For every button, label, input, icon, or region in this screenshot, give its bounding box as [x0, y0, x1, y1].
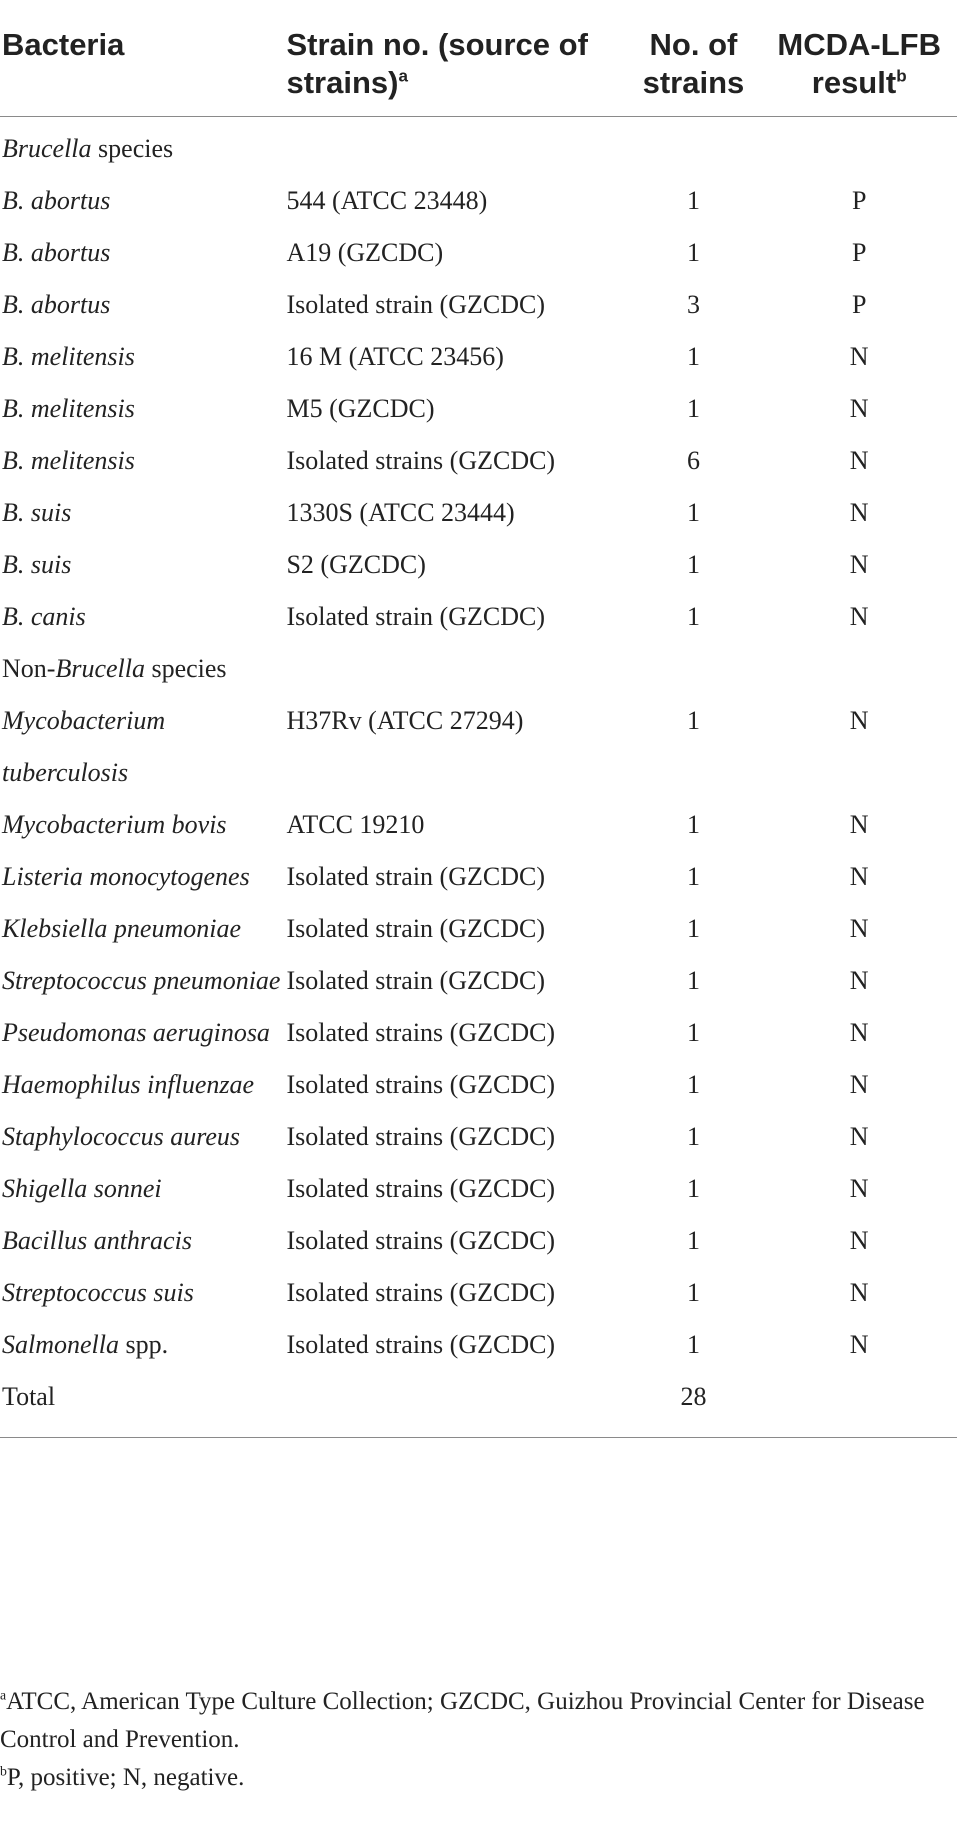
cell-bacteria: Listeria monocytogenes: [2, 862, 250, 891]
cell-result: P: [851, 290, 867, 319]
section-row-brucella: [0, 117, 957, 176]
cell-result: N: [849, 966, 869, 995]
footnote-a-text: ATCC, American Type Culture Collection; GZCDC, Guizhou Provincial Center for Disease Control and Prevention.: [0, 1688, 925, 1753]
cell-result: N: [849, 602, 869, 631]
cell-count: 1: [686, 394, 700, 423]
cell-result: N: [849, 342, 869, 371]
section-label: [0, 643, 957, 695]
cell-bacteria: B. melitensis: [2, 446, 135, 475]
cell-count: 1: [686, 1122, 700, 1151]
header-result: [761, 16, 957, 117]
cell-result: N: [849, 498, 869, 527]
table-row: [0, 227, 957, 279]
section-genus: Brucella: [55, 654, 145, 683]
table-row: [0, 383, 957, 435]
cell-result: N: [849, 1018, 869, 1047]
cell-strain: S2 (GZCDC): [286, 550, 426, 579]
table-footnotes: [0, 1683, 957, 1797]
cell-bacteria: Streptococcus suis: [2, 1278, 194, 1307]
header-count: [626, 16, 762, 117]
salmonella-genus: Salmonella: [2, 1330, 119, 1359]
cell-result: N: [849, 1174, 869, 1203]
table-row: [0, 279, 957, 331]
section-suffix: species: [144, 654, 227, 683]
header-strain: [286, 16, 625, 117]
cell-count: 1: [686, 550, 700, 579]
section-label: [0, 117, 957, 176]
table-row: [0, 487, 957, 539]
cell-count: 1: [686, 186, 700, 215]
cell-count: 1: [686, 706, 700, 735]
header-result-label: MCDA-LFB result: [777, 27, 941, 100]
cell-bacteria: Mycobacterium bovis: [2, 810, 227, 839]
cell-strain: 544 (ATCC 23448): [286, 186, 488, 215]
header-count-label: No. of strains: [642, 27, 745, 100]
cell-count: 3: [686, 290, 700, 319]
cell-strain: Isolated strains (GZCDC): [286, 446, 556, 475]
cell-strain: Isolated strain (GZCDC): [286, 862, 545, 891]
cell-strain: Isolated strain (GZCDC): [286, 966, 545, 995]
cell-bacteria: B. melitensis: [2, 342, 135, 371]
section-suffix: species: [91, 134, 174, 163]
section-genus: Brucella: [2, 134, 92, 163]
cell-strain: Isolated strains (GZCDC): [286, 1122, 556, 1151]
header-bacteria-label: Bacteria: [2, 27, 125, 62]
table-row: [0, 955, 957, 1007]
cell-count: 1: [686, 1018, 700, 1047]
table-body: [0, 117, 957, 1438]
cell-result: N: [849, 1330, 869, 1359]
cell-bacteria: B. abortus: [2, 238, 111, 267]
section-row-non-brucella: [0, 643, 957, 695]
total-label: Total: [0, 1371, 286, 1438]
cell-count: 1: [686, 810, 700, 839]
cell-bacteria: B. suis: [2, 498, 72, 527]
cell-strain: Isolated strains (GZCDC): [286, 1226, 556, 1255]
cell-result: N: [849, 914, 869, 943]
table-row: [0, 1267, 957, 1319]
table-row-total: [0, 1371, 957, 1438]
cell-bacteria: B. abortus: [2, 290, 111, 319]
cell-count: 1: [686, 238, 700, 267]
cell-result: P: [851, 186, 867, 215]
cell-strain: 1330S (ATCC 23444): [286, 498, 515, 527]
cell-result: N: [849, 1226, 869, 1255]
table-row: [0, 799, 957, 851]
section-prefix: Non-: [2, 654, 56, 683]
cell-bacteria: [0, 1319, 286, 1371]
cell-result: N: [849, 1122, 869, 1151]
total-count: 28: [626, 1371, 762, 1438]
cell-bacteria: Klebsiella pneumoniae: [2, 914, 242, 943]
salmonella-spp: spp.: [119, 1330, 169, 1359]
cell-bacteria: Bacillus anthracis: [2, 1226, 192, 1255]
cell-bacteria: Mycobacterium tuberculosis: [2, 706, 166, 787]
cell-result: N: [849, 862, 869, 891]
cell-count: 1: [686, 862, 700, 891]
cell-count: 1: [686, 966, 700, 995]
cell-bacteria: Haemophilus influenzae: [2, 1070, 255, 1099]
cell-strain: H37Rv (ATCC 27294): [286, 706, 524, 735]
cell-strain: Isolated strains (GZCDC): [286, 1018, 556, 1047]
cell-strain: Isolated strains (GZCDC): [286, 1330, 556, 1359]
cell-bacteria: Shigella sonnei: [2, 1174, 162, 1203]
cell-strain: 16 M (ATCC 23456): [286, 342, 504, 371]
cell-strain: A19 (GZCDC): [286, 238, 444, 267]
cell-count: 1: [686, 498, 700, 527]
cell-strain: Isolated strain (GZCDC): [286, 602, 545, 631]
cell-strain: Isolated strains (GZCDC): [286, 1278, 556, 1307]
table-row: [0, 435, 957, 487]
cell-strain: Isolated strain (GZCDC): [286, 914, 545, 943]
table-row: [0, 331, 957, 383]
cell-bacteria: B. canis: [2, 602, 86, 631]
cell-result: P: [851, 238, 867, 267]
cell-result: N: [849, 550, 869, 579]
footnote-b-text: P, positive; N, negative.: [6, 1764, 245, 1791]
footnote-b: [0, 1759, 957, 1797]
table-row: [0, 591, 957, 643]
cell-result: N: [849, 394, 869, 423]
cell-bacteria: B. suis: [2, 550, 72, 579]
strain-specificity-table: [0, 16, 957, 1438]
header-row: [0, 16, 957, 117]
cell-count: 1: [686, 342, 700, 371]
cell-result: N: [849, 1070, 869, 1099]
cell-count: 1: [686, 602, 700, 631]
cell-result: N: [849, 810, 869, 839]
table-row: [0, 695, 957, 799]
cell-count: 1: [686, 1070, 700, 1099]
cell-count: 1: [686, 1226, 700, 1255]
cell-result: N: [849, 706, 869, 735]
cell-count: 1: [686, 1174, 700, 1203]
table-row: [0, 1007, 957, 1059]
cell-bacteria: B. melitensis: [2, 394, 135, 423]
table-row: [0, 539, 957, 591]
table-row: [0, 1215, 957, 1267]
cell-strain-empty: [286, 1371, 625, 1438]
cell-bacteria: Staphylococcus aureus: [2, 1122, 241, 1151]
cell-count: 1: [686, 1278, 700, 1307]
cell-count: 1: [686, 1330, 700, 1359]
cell-count: 6: [686, 446, 700, 475]
cell-strain: Isolated strains (GZCDC): [286, 1174, 556, 1203]
cell-bacteria: B. abortus: [2, 186, 111, 215]
table-row: [0, 175, 957, 227]
cell-bacteria: Pseudomonas aeruginosa: [2, 1018, 270, 1047]
table-header: [0, 16, 957, 117]
footnote-marker-b: b: [896, 66, 907, 86]
cell-strain: ATCC 19210: [286, 810, 425, 839]
table-row: [0, 1059, 957, 1111]
table-row: [0, 903, 957, 955]
cell-strain: Isolated strains (GZCDC): [286, 1070, 556, 1099]
footnote-a: [0, 1683, 957, 1759]
footnote-b-marker: b: [0, 1763, 7, 1779]
cell-result: N: [849, 1278, 869, 1307]
cell-result: N: [849, 446, 869, 475]
cell-bacteria: Streptococcus pneumoniae: [2, 966, 281, 995]
header-strain-label: Strain no. (source of strains): [286, 27, 588, 100]
header-bacteria: [0, 16, 286, 117]
footnote-marker-a: a: [398, 66, 408, 86]
table-row: [0, 1163, 957, 1215]
cell-result-empty: [761, 1371, 957, 1438]
table-row-salmonella: [0, 1319, 957, 1371]
cell-strain: M5 (GZCDC): [286, 394, 435, 423]
cell-strain: Isolated strain (GZCDC): [286, 290, 545, 319]
footnote-a-marker: a: [0, 1687, 7, 1703]
cell-count: 1: [686, 914, 700, 943]
table-row: [0, 851, 957, 903]
table-row: [0, 1111, 957, 1163]
